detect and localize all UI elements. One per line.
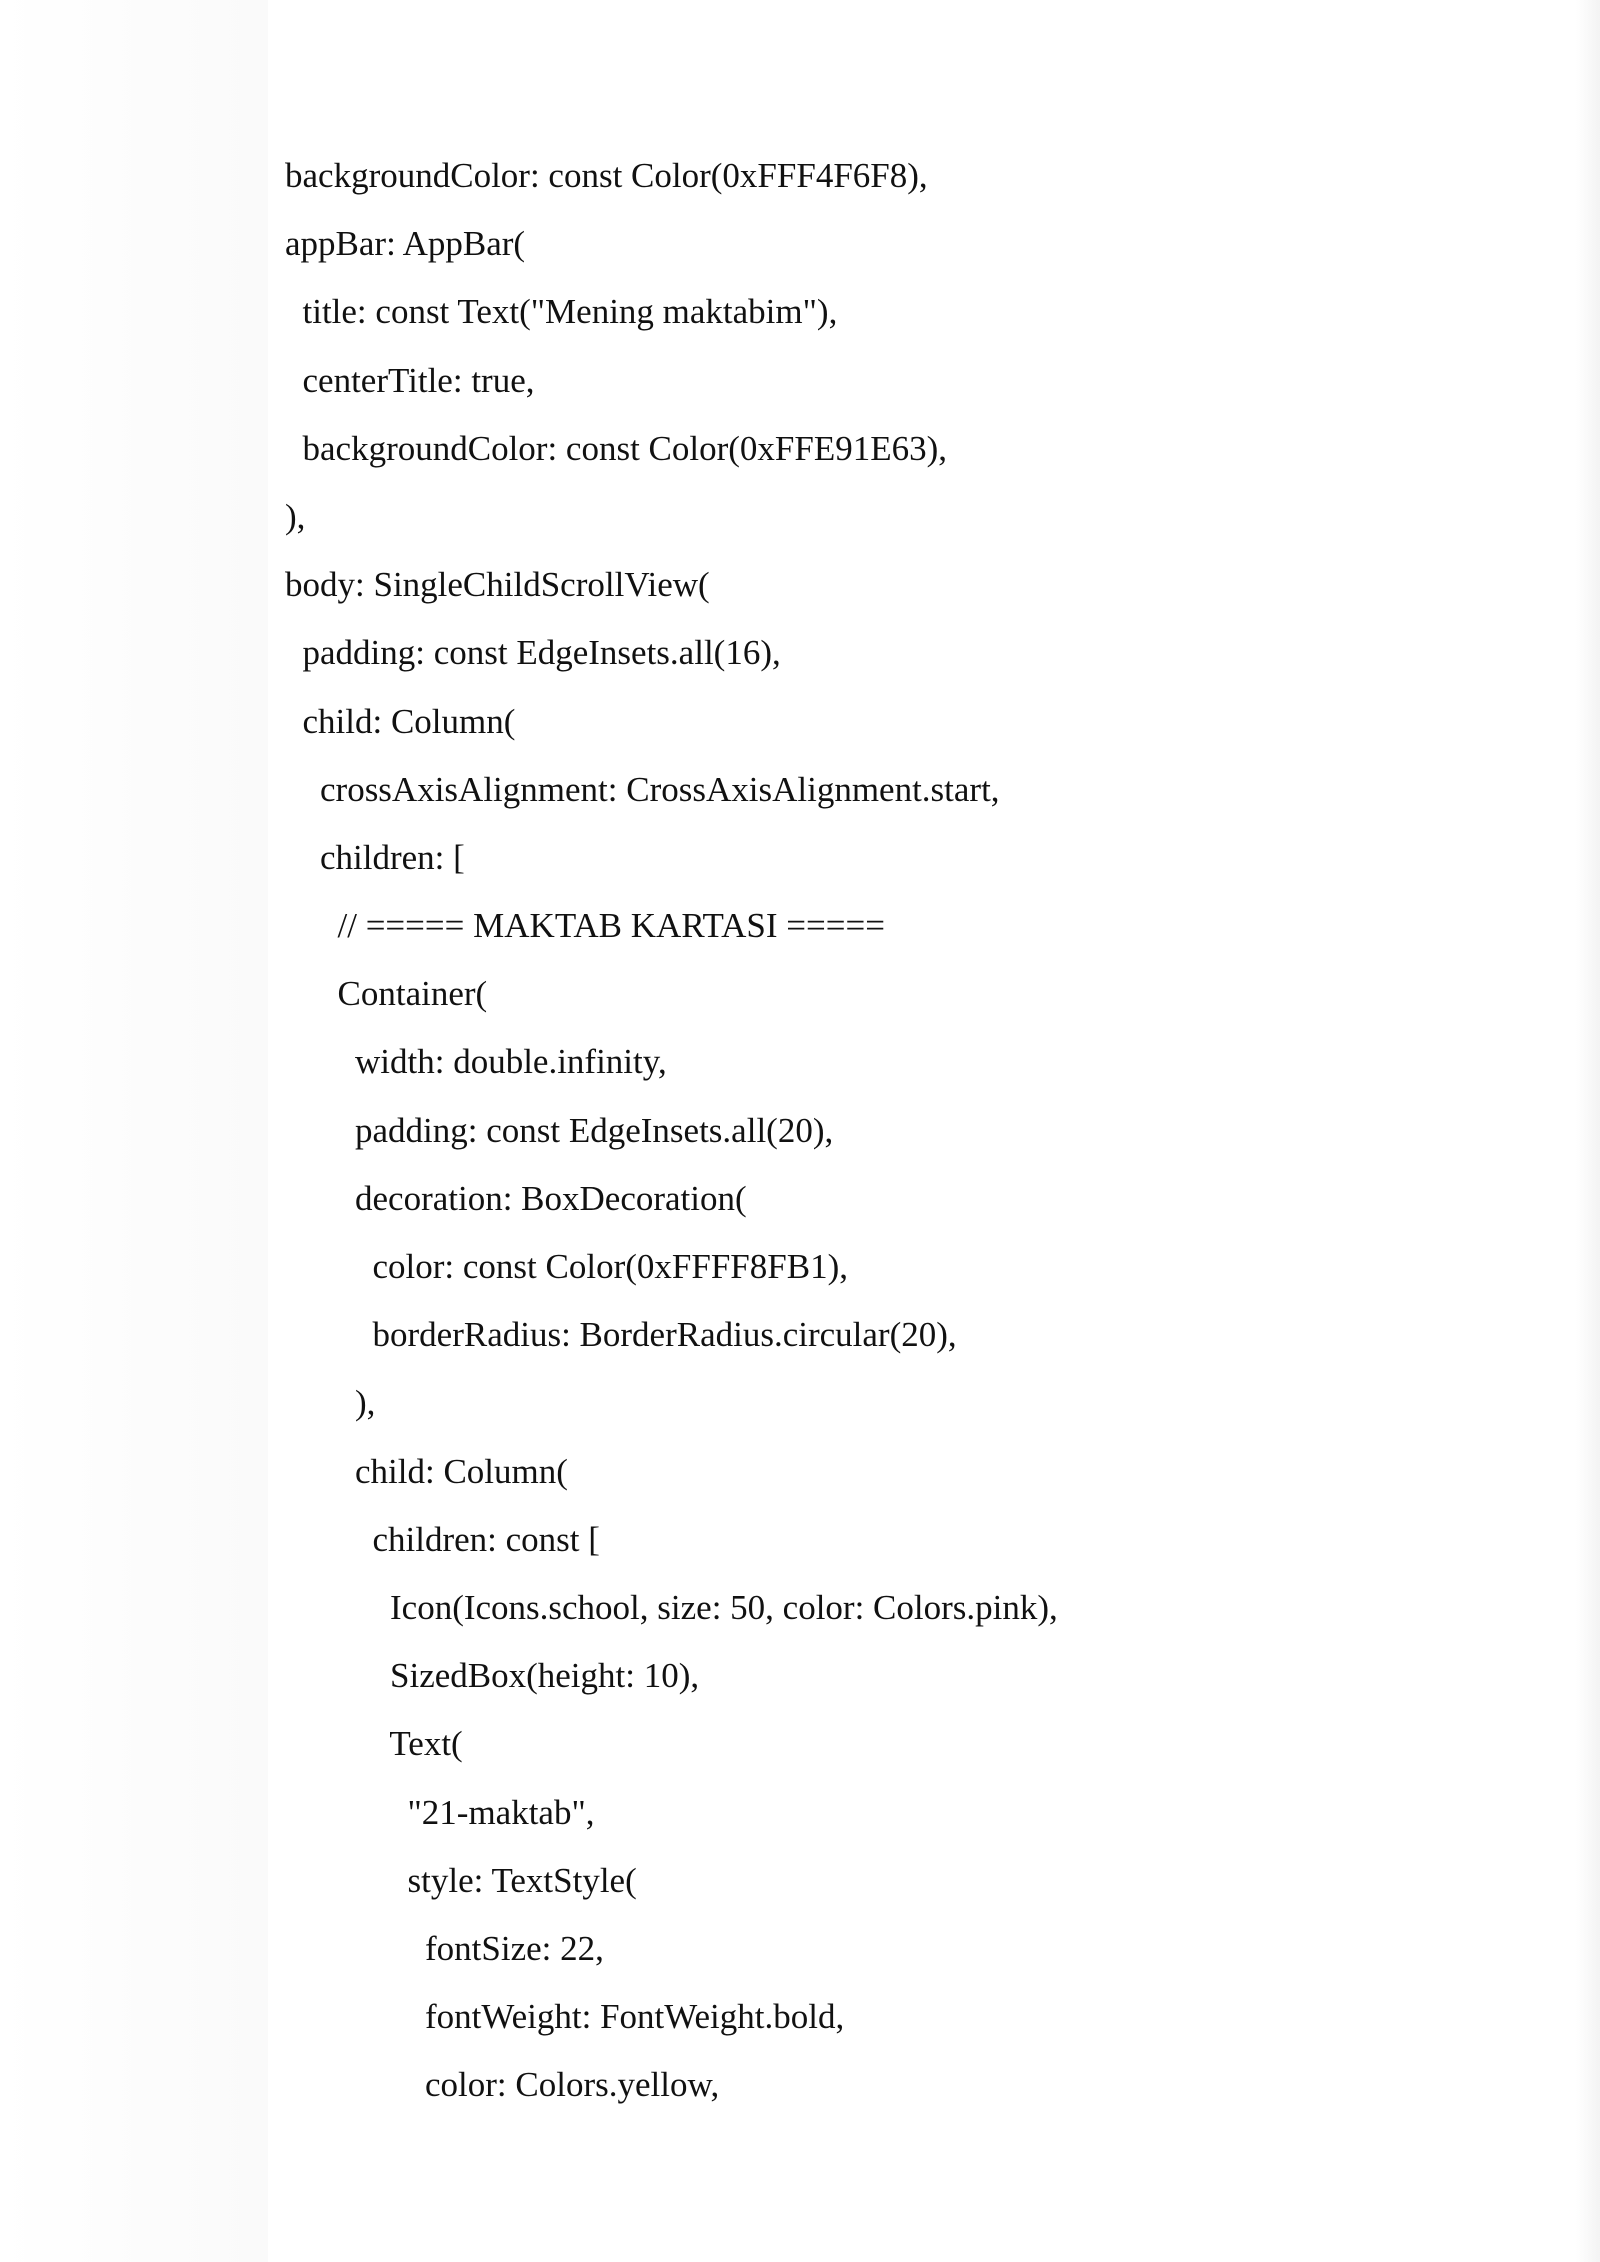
code-line: children: const [ (285, 1519, 600, 1559)
code-line: color: const Color(0xFFFF8FB1), (285, 1247, 848, 1286)
code-line: Container( (285, 974, 488, 1014)
code-line: centerTitle: true, (285, 360, 535, 400)
code-line: borderRadius: BorderRadius.circular(20), (285, 1315, 957, 1355)
code-line: padding: const EdgeInsets.all(16), (285, 633, 781, 673)
code-line: Text( (285, 1724, 463, 1764)
code-line: width: double.infinity, (285, 1042, 667, 1082)
code-line: backgroundColor: const Color(0xFFE91E63), (285, 428, 948, 468)
code-line: title: const Text("Mening maktabim"), (285, 292, 838, 332)
page-left-shading (0, 0, 268, 2262)
code-line: ), (285, 1383, 376, 1423)
code-line: crossAxisAlignment: CrossAxisAlignment.start, (285, 769, 1000, 809)
code-block (285, 148, 1058, 2125)
code-line: color: Colors.yellow, (285, 2065, 720, 2105)
page-right-edge-shading (1576, 0, 1600, 2262)
code-line: fontWeight: FontWeight.bold, (285, 1997, 845, 2037)
code-line: body: SingleChildScrollView( (285, 565, 710, 605)
code-line: child: Column( (285, 1451, 568, 1491)
code-line: fontSize: 22, (285, 1928, 604, 1968)
code-line: child: Column( (285, 701, 516, 741)
code-line: // ===== MAKTAB KARTASI ===== (285, 906, 885, 946)
code-line: backgroundColor: const Color(0xFFF4F6F8), (285, 156, 928, 195)
code-line: ), (285, 496, 306, 536)
code-line: padding: const EdgeInsets.all(20), (285, 1110, 834, 1150)
code-line: "21-maktab", (285, 1792, 595, 1832)
code-line: decoration: BoxDecoration( (285, 1178, 747, 1218)
code-line: children: [ (285, 837, 465, 877)
code-line: style: TextStyle( (285, 1860, 637, 1900)
code-line: Icon(Icons.school, size: 50, color: Colors.pink), (285, 1587, 1058, 1627)
code-line: appBar: AppBar( (285, 224, 526, 264)
code-line: SizedBox(height: 10), (285, 1656, 700, 1696)
